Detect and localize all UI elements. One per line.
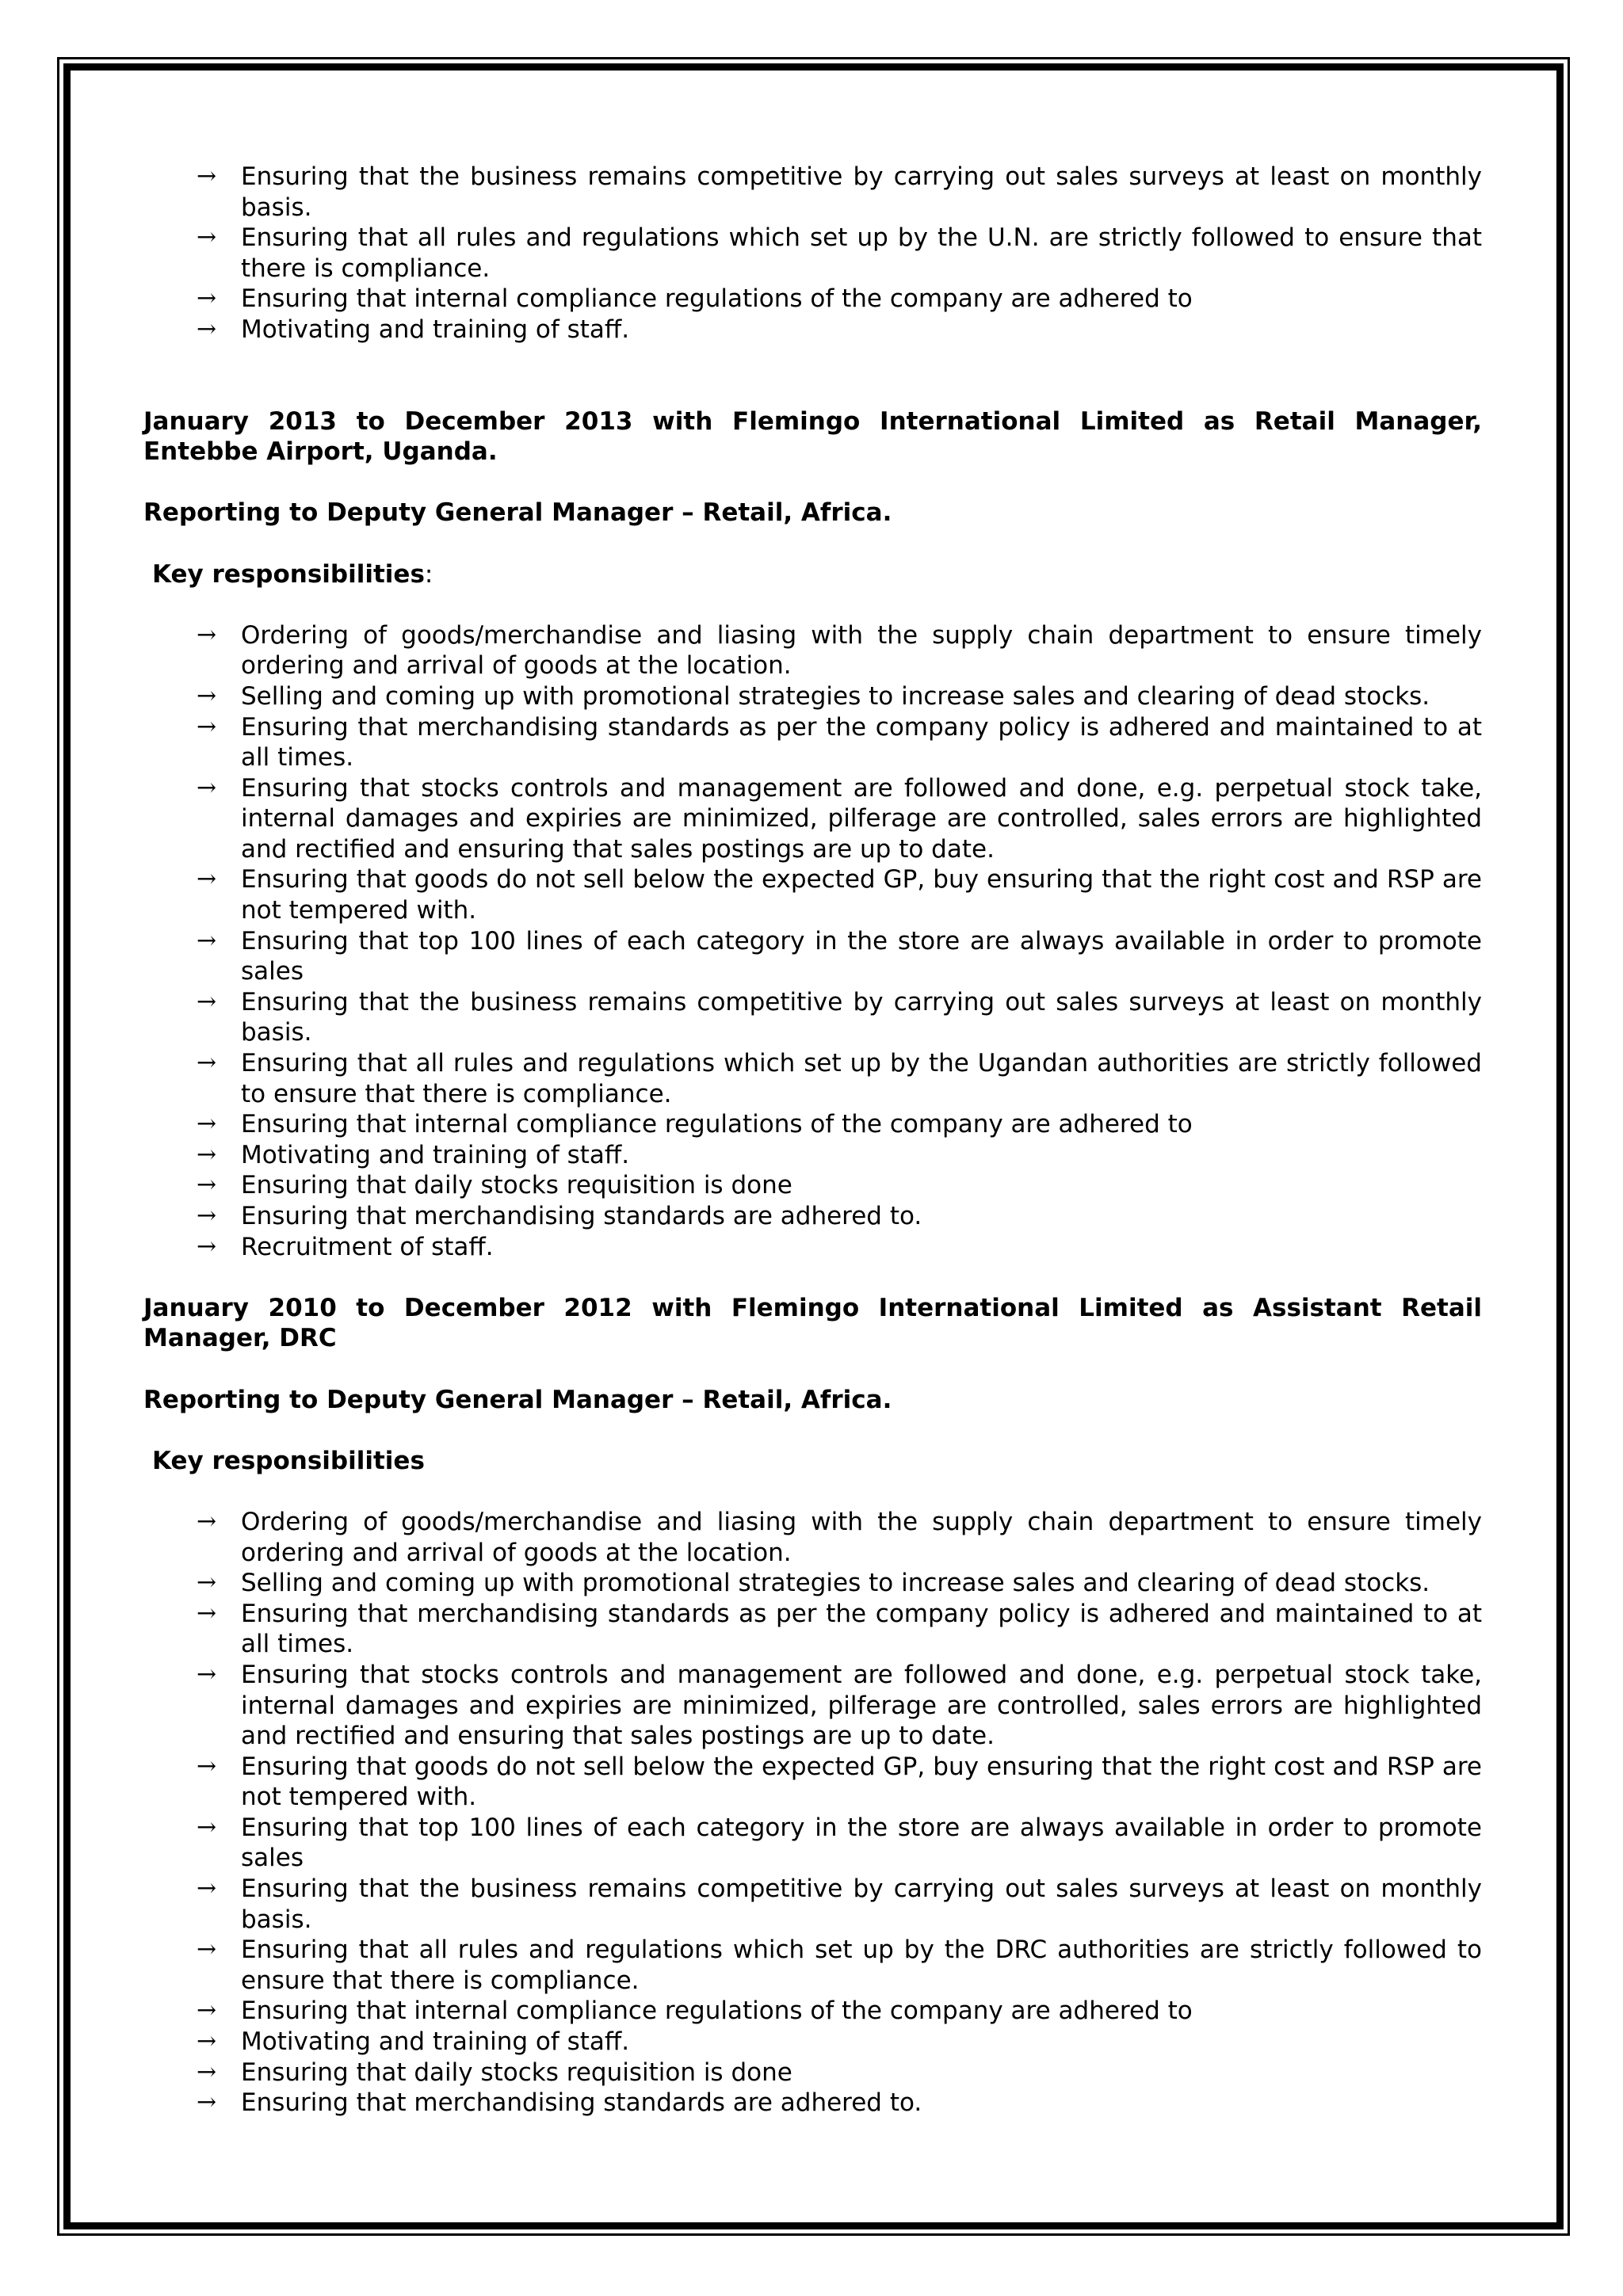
list-item bbox=[143, 773, 1482, 865]
arrow-bullet-icon: → bbox=[197, 773, 217, 802]
list-item bbox=[143, 926, 1482, 987]
list-item bbox=[143, 681, 1482, 712]
arrow-bullet-icon: → bbox=[197, 681, 217, 710]
intro-bullet-list bbox=[143, 162, 1482, 345]
list-item-text: Ensuring that all rules and regulations which set up by the U.N. are strictly followed to ensure that there is compliance. bbox=[241, 223, 1482, 283]
list-item bbox=[143, 1201, 1482, 1232]
list-item bbox=[143, 1599, 1482, 1660]
list-item bbox=[143, 712, 1482, 773]
section2-key-responsibilities bbox=[152, 1446, 1482, 1477]
list-item bbox=[143, 1232, 1482, 1263]
list-item-text: Selling and coming up with promotional strategies to increase sales and clearing of dead stocks. bbox=[241, 681, 1430, 711]
arrow-bullet-icon: → bbox=[197, 1110, 217, 1138]
list-item bbox=[143, 1752, 1482, 1813]
list-item-text: Ensuring that the business remains competitive by carrying out sales surveys at least on monthly basis. bbox=[241, 162, 1482, 222]
list-item-text: Ensuring that daily stocks requisition is done bbox=[241, 1171, 792, 1200]
list-item bbox=[143, 1813, 1482, 1874]
list-item-text: Motivating and training of staff. bbox=[241, 2027, 630, 2057]
section2-heading: January 2010 to December 2012 with Flemingo International Limited as Assistant Retail Manager, DRC bbox=[143, 1293, 1482, 1353]
list-item bbox=[143, 223, 1482, 284]
arrow-bullet-icon: → bbox=[197, 1997, 217, 2025]
arrow-bullet-icon: → bbox=[197, 620, 217, 649]
arrow-bullet-icon: → bbox=[197, 1171, 217, 1199]
arrow-bullet-icon: → bbox=[197, 284, 217, 313]
list-item-text: Ensuring that merchandising standards are adhered to. bbox=[241, 2088, 922, 2118]
list-item bbox=[143, 162, 1482, 223]
list-item bbox=[143, 1170, 1482, 1201]
list-item-text: Ensuring that internal compliance regulations of the company are adhered to bbox=[241, 1997, 1193, 2026]
list-item-text: Selling and coming up with promotional strategies to increase sales and clearing of dead stocks. bbox=[241, 1569, 1430, 1598]
list-item-text: Ensuring that internal compliance regulations of the company are adhered to bbox=[241, 1110, 1193, 1139]
section1-heading: January 2013 to December 2013 with Flemingo International Limited as Retail Manager, Entebbe Airport, Uganda. bbox=[143, 406, 1482, 467]
list-item-text: Ensuring that merchandising standards as per the company policy is adhered and maintained to at all times. bbox=[241, 712, 1482, 772]
list-item-text: Ensuring that merchandising standards as per the company policy is adhered and maintained to at all times. bbox=[241, 1599, 1482, 1659]
list-item-text: Ensuring that the business remains competitive by carrying out sales surveys at least on monthly basis. bbox=[241, 987, 1482, 1047]
list-item bbox=[143, 1996, 1482, 2027]
list-item-text: Ensuring that goods do not sell below the expected GP, buy ensuring that the right cost and RSP are not tempered with. bbox=[241, 1752, 1482, 1812]
arrow-bullet-icon: → bbox=[197, 987, 217, 1016]
section1-key-responsibilities bbox=[152, 559, 1482, 590]
list-item-text: Ordering of goods/merchandise and liasing with the supply chain department to ensure timely ordering and arrival of goods at the location. bbox=[241, 620, 1482, 681]
list-item-text: Ensuring that goods do not sell below the expected GP, buy ensuring that the right cost and RSP are not tempered with. bbox=[241, 865, 1482, 925]
arrow-bullet-icon: → bbox=[197, 1140, 217, 1169]
arrow-bullet-icon: → bbox=[197, 223, 217, 252]
list-item bbox=[143, 2088, 1482, 2119]
arrow-bullet-icon: → bbox=[197, 1936, 217, 1964]
arrow-bullet-icon: → bbox=[197, 1569, 217, 1597]
list-item bbox=[143, 284, 1482, 315]
arrow-bullet-icon: → bbox=[197, 1875, 217, 1903]
arrow-bullet-icon: → bbox=[197, 2088, 217, 2117]
list-item bbox=[143, 1048, 1482, 1109]
arrow-bullet-icon: → bbox=[197, 1599, 217, 1627]
list-item bbox=[143, 315, 1482, 345]
list-item-text: Ensuring that all rules and regulations which set up by the DRC authorities are strictly followed to ensure that there is compliance. bbox=[241, 1936, 1482, 1995]
list-item-text: Ensuring that internal compliance regulations of the company are adhered to bbox=[241, 284, 1193, 314]
list-item bbox=[143, 987, 1482, 1048]
arrow-bullet-icon: → bbox=[197, 315, 217, 343]
list-item bbox=[143, 2058, 1482, 2088]
list-item-text: Ensuring that merchandising standards are adhered to. bbox=[241, 1202, 922, 1230]
list-item-text: Ensuring that top 100 lines of each category in the store are always available in order to promote sales bbox=[241, 926, 1482, 986]
section1-key-suffix: : bbox=[424, 559, 433, 589]
list-item bbox=[143, 1935, 1482, 1996]
arrow-bullet-icon: → bbox=[197, 2027, 217, 2056]
section1-bullet-list bbox=[143, 620, 1482, 1262]
list-item bbox=[143, 1507, 1482, 1568]
arrow-bullet-icon: → bbox=[197, 865, 217, 894]
arrow-bullet-icon: → bbox=[197, 162, 217, 190]
list-item bbox=[143, 1140, 1482, 1171]
list-item-text: Ensuring that all rules and regulations which set up by the Ugandan authorities are strictly followed to ensure that there is compliance. bbox=[241, 1049, 1482, 1108]
list-item bbox=[143, 620, 1482, 681]
arrow-bullet-icon: → bbox=[197, 712, 217, 741]
arrow-bullet-icon: → bbox=[197, 926, 217, 955]
arrow-bullet-icon: → bbox=[197, 2058, 217, 2086]
arrow-bullet-icon: → bbox=[197, 1752, 217, 1780]
list-item bbox=[143, 1568, 1482, 1599]
arrow-bullet-icon: → bbox=[197, 1660, 217, 1688]
list-item-text: Ordering of goods/merchandise and liasing with the supply chain department to ensure timely ordering and arrival of goods at the location. bbox=[241, 1507, 1482, 1567]
list-item bbox=[143, 864, 1482, 925]
section2-bullet-list bbox=[143, 1507, 1482, 2119]
list-item bbox=[143, 1874, 1482, 1935]
section2-reporting: Reporting to Deputy General Manager – Retail, Africa. bbox=[143, 1385, 892, 1414]
list-item bbox=[143, 1660, 1482, 1752]
list-item-text: Motivating and training of staff. bbox=[241, 315, 630, 344]
section1-reporting: Reporting to Deputy General Manager – Retail, Africa. bbox=[143, 498, 892, 528]
list-item-text: Motivating and training of staff. bbox=[241, 1140, 630, 1169]
arrow-bullet-icon: → bbox=[197, 1813, 217, 1841]
list-item bbox=[143, 2027, 1482, 2058]
document-body bbox=[143, 162, 1482, 2119]
list-item bbox=[143, 1109, 1482, 1140]
section2-key-label: Key responsibilities bbox=[152, 1446, 425, 1475]
list-item-text: Ensuring that the business remains competitive by carrying out sales surveys at least on monthly basis. bbox=[241, 1875, 1482, 1934]
arrow-bullet-icon: → bbox=[197, 1049, 217, 1077]
section1-key-label: Key responsibilities bbox=[152, 559, 425, 589]
list-item-text: Ensuring that daily stocks requisition is done bbox=[241, 2058, 792, 2087]
arrow-bullet-icon: → bbox=[197, 1202, 217, 1230]
list-item-text: Ensuring that stocks controls and management are followed and done, e.g. perpetual stock take, internal damages and expiries are minimized, pilferage are controlled, sales errors are highlighted and rectified and ensuring that sales postings are up to date. bbox=[241, 773, 1482, 864]
list-item-text: Ensuring that top 100 lines of each category in the store are always available in order to promote sales bbox=[241, 1813, 1482, 1873]
list-item-text: Recruitment of staff. bbox=[241, 1232, 494, 1261]
list-item-text: Ensuring that stocks controls and management are followed and done, e.g. perpetual stock take, internal damages and expiries are minimized, pilferage are controlled, sales errors are highlighted and rectified and ensuring that sales postings are up to date. bbox=[241, 1660, 1482, 1751]
arrow-bullet-icon: → bbox=[197, 1507, 217, 1535]
arrow-bullet-icon: → bbox=[197, 1232, 217, 1261]
